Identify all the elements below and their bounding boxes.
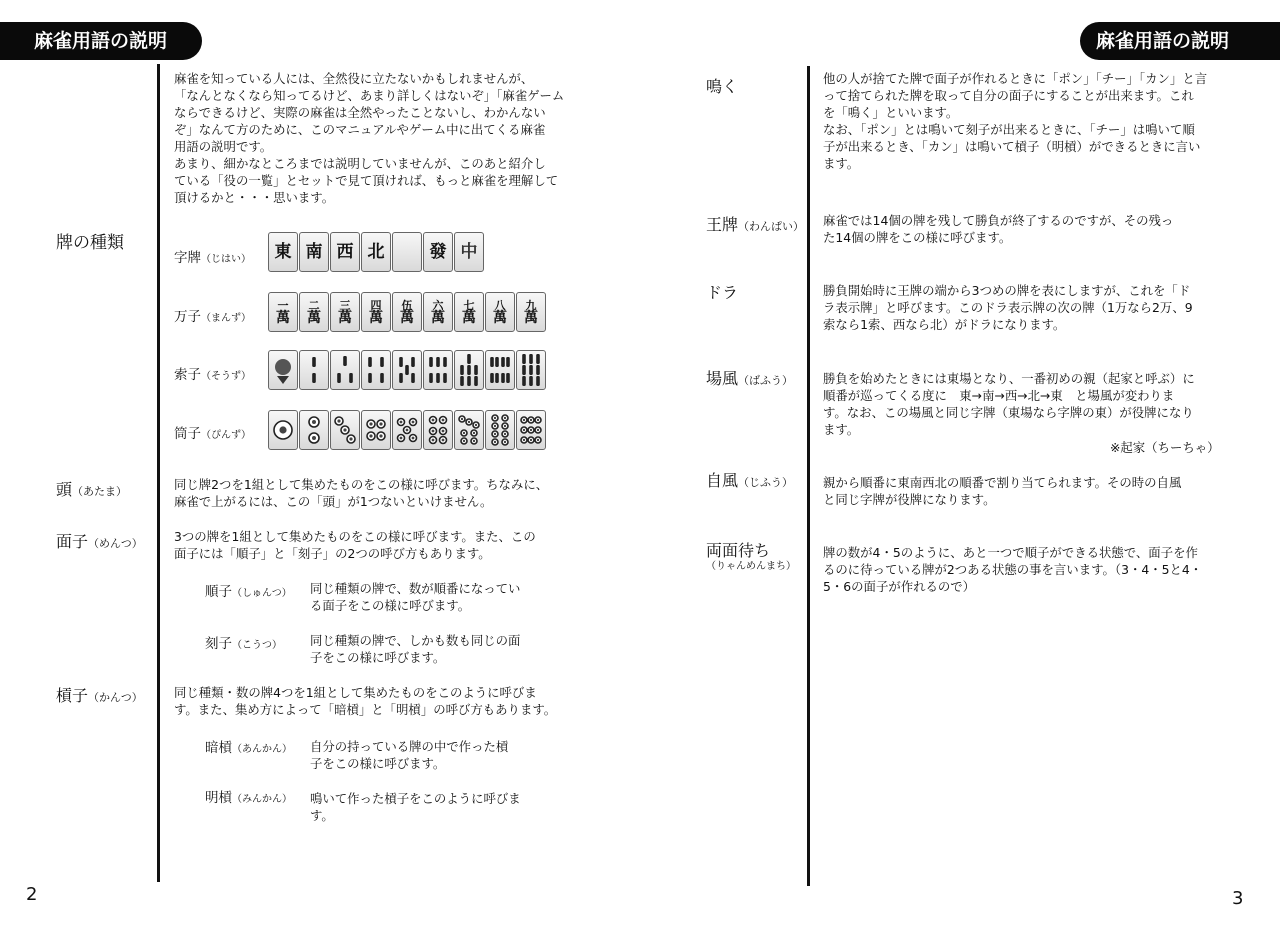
minkan-line: す。 (310, 808, 334, 823)
shuntsu-term (205, 580, 292, 600)
mentsu-term (56, 529, 143, 552)
jihai-label (174, 246, 251, 266)
intro-line: あまり、細かなところまでは説明していませんが、このあと紹介し (174, 156, 546, 171)
intro-text (174, 70, 564, 206)
souzu-tile (454, 350, 484, 390)
koutsu-name: 刻子 (205, 636, 232, 652)
mentsu-line: 3つの牌を1組として集めたものをこの様に呼びます。また、この (174, 529, 536, 544)
manzu-number: 二 (308, 298, 320, 312)
ryanmen-reading: （りゃんめんまち） (706, 561, 796, 572)
dora-line: 勝負開始時に王牌の端から3つめの牌を表にしますが、これを「ド (823, 283, 1191, 298)
jihai-tile: 西 (330, 232, 360, 272)
manzu-tile (361, 292, 391, 332)
bafuu-line: す。なお、この場風と同じ字牌（東場なら字牌の東）が役牌になり (823, 405, 1194, 420)
shuntsu-reading: （しゅんつ） (232, 588, 292, 599)
kantsu-term (56, 683, 143, 706)
kantsu-text (174, 684, 556, 718)
bafuu-line: 順番が巡ってくる度に 東→南→西→北→東 と場風が変わりま (823, 388, 1175, 403)
atama-reading: （あたま） (72, 485, 128, 498)
manzu-tile (516, 292, 546, 332)
ankan-text (310, 738, 508, 772)
pinzu-tiles (268, 410, 546, 450)
ryanmen-line: るのに待っている牌が2つある状態の事を言います。（3・4・5と4・ (823, 562, 1203, 577)
kantsu-line: 同じ種類・数の牌4つを1組として集めたものをこのように呼びま (174, 685, 537, 700)
shuntsu-text (310, 580, 520, 614)
bafuu-text (823, 370, 1195, 438)
souzu-tile (485, 350, 515, 390)
kantsu-reading: （かんつ） (88, 691, 143, 704)
intro-line: ている「役の一覧」とセットで見て頂ければ、もっと麻雀を理解して (174, 173, 559, 188)
manzu-suit: 萬 (493, 309, 507, 326)
intro-line: 「なんとなくなら知ってるけど、あまり詳しくはないぞ」「麻雀ゲーム (174, 88, 565, 103)
intro-line: ぞ」なんて方のために、このマニュアルやゲーム中に出てくる麻雀 (174, 122, 546, 137)
minkan-term (205, 786, 292, 806)
shuntsu-line: る面子をこの様に呼びます。 (310, 598, 471, 613)
naku-line: って捨てられた牌を取って自分の面子にすることが出来ます。これ (823, 88, 1194, 103)
wanpai-reading: （わんぱい） (738, 220, 805, 233)
bafuu-reading: （ばふう） (738, 374, 794, 387)
pinzu-tile (361, 410, 391, 450)
manzu-suit: 萬 (524, 309, 538, 326)
naku-name: 鳴く (706, 77, 739, 96)
manzu-number: 九 (525, 298, 537, 312)
page-number-left: 2 (26, 884, 38, 905)
manzu-suit: 萬 (400, 309, 414, 326)
souzu-label (174, 363, 251, 383)
bafuu-name: 場風 (706, 369, 739, 388)
jihai-tile: 東 (268, 232, 298, 272)
souzu-tile (299, 350, 329, 390)
kantsu-name: 槓子 (56, 686, 89, 705)
koutsu-line: 同じ種類の牌で、しかも数も同じの面 (310, 633, 521, 648)
wanpai-line: 麻雀では14個の牌を残して勝負が終了するのですが、その残っ (823, 213, 1174, 228)
intro-line: 頂けるかと・・・思います。 (174, 190, 335, 205)
manzu-suit: 萬 (276, 309, 290, 326)
manzu-name: 万子 (174, 309, 201, 325)
manzu-tile (423, 292, 453, 332)
manzu-tile (268, 292, 298, 332)
jihai-tile: 發 (423, 232, 453, 272)
jihai-reading: （じはい） (201, 254, 251, 265)
wanpai-text (823, 212, 1173, 246)
mentsu-name: 面子 (56, 532, 89, 551)
koutsu-line: 子をこの様に呼びます。 (310, 650, 446, 665)
naku-line: 他の人が捨てた牌で面子が作れるときに「ポン」「チー」「カン」と言 (823, 71, 1208, 86)
souzu-tiles (268, 350, 546, 390)
manzu-suit: 萬 (431, 309, 445, 326)
manzu-number: 伍 (401, 298, 413, 312)
mentsu-reading: （めんつ） (88, 537, 143, 550)
naku-line: 子が出来るとき、「カン」は鳴いて槓子（明槓）ができるときに言い (823, 139, 1201, 154)
wanpai-name: 王牌 (706, 215, 739, 234)
pinzu-tile (423, 410, 453, 450)
manzu-number: 一 (277, 298, 289, 312)
shuntsu-line: 同じ種類の牌で、数が順番になってい (310, 581, 521, 596)
jihai-tiles (268, 232, 484, 272)
pinzu-tile (485, 410, 515, 450)
ryanmen-line: 5・6の面子が作れるので） (823, 579, 976, 594)
souzu-tile (392, 350, 422, 390)
left-page (0, 0, 636, 929)
souzu-reading: （そうず） (201, 371, 251, 382)
minkan-name: 明槓 (205, 790, 232, 806)
pinzu-reading: （ぴんず） (201, 430, 251, 441)
dora-text (823, 282, 1193, 333)
koutsu-reading: （こうつ） (232, 640, 282, 651)
koutsu-text (310, 632, 520, 666)
kantsu-line: す。また、集め方によって「暗槓」と「明槓」の呼び方もあります。 (174, 702, 557, 717)
pinzu-tile (299, 410, 329, 450)
wanpai-line: た14個の牌をこの様に呼びます。 (823, 230, 1012, 245)
page-number-right: 3 (1232, 888, 1244, 909)
ryanmen-name: 両面待ち (706, 541, 771, 560)
bafuu-line: 勝負を始めたときには東場となり、一番初めの親（起家と呼ぶ）に (823, 371, 1195, 386)
souzu-name: 索子 (174, 367, 201, 383)
mentsu-line: 面子には「順子」と「刻子」の2つの呼び方もあります。 (174, 546, 491, 561)
ankan-name: 暗槓 (205, 740, 232, 756)
ankan-line: 自分の持っている牌の中で作った槓 (310, 739, 509, 754)
dora-line: 索なら1索、西なら北）がドラになります。 (823, 317, 1066, 332)
minkan-reading: （みんかん） (232, 794, 292, 805)
jifuu-line: と同じ字牌が役牌になります。 (823, 492, 996, 507)
atama-name: 頭 (56, 480, 73, 499)
jifuu-line: 親から順番に東南西北の順番で割り当てられます。その時の自風 (823, 475, 1182, 490)
pinzu-tile (516, 410, 546, 450)
right-header-tab: 麻雀用語の説明 (1080, 22, 1280, 60)
atama-line: 麻雀で上がるには、この「頭」が1つないといけません。 (174, 494, 493, 509)
tile-types-term: 牌の種類 (56, 233, 124, 253)
naku-term (706, 74, 738, 97)
manzu-number: 三 (339, 298, 351, 312)
manzu-number: 四 (370, 298, 382, 312)
right-page (636, 0, 1280, 929)
jifuu-term (706, 468, 793, 491)
naku-line: なお、「ポン」とは鳴いて刻子が出来るときに、「チー」は鳴いて順 (823, 122, 1195, 137)
manzu-tile (485, 292, 515, 332)
manzu-reading: （まんず） (201, 313, 251, 324)
ankan-reading: （あんかん） (232, 744, 292, 755)
souzu-tile (361, 350, 391, 390)
jihai-tile: 南 (299, 232, 329, 272)
souzu-tile (330, 350, 360, 390)
pinzu-tile (392, 410, 422, 450)
manzu-suit: 萬 (307, 309, 321, 326)
manzu-tile (299, 292, 329, 332)
pinzu-name: 筒子 (174, 426, 201, 442)
manzu-tile (454, 292, 484, 332)
dora-line: ラ表示牌」と呼びます。このドラ表示牌の次の牌（1万なら2万、9 (823, 300, 1193, 315)
jifuu-reading: （じふう） (738, 476, 794, 489)
ryanmen-line: 牌の数が4・5のように、あと一つで順子ができる状態で、面子を作 (823, 545, 1198, 560)
left-divider (157, 64, 160, 882)
manzu-suit: 萬 (338, 309, 352, 326)
right-divider (807, 66, 810, 886)
ankan-term (205, 736, 292, 756)
intro-line: ならできるけど、実際の麻雀は全然やったことないし、わかんない (174, 105, 546, 120)
souzu-tile (516, 350, 546, 390)
dora-term (706, 280, 738, 303)
dora-name: ドラ (706, 283, 739, 302)
bafuu-note: ※起家（ちーちゃ） (1110, 440, 1220, 455)
intro-line: 麻雀を知っている人には、全然役に立たないかもしれませんが、 (174, 71, 534, 86)
minkan-line: 鳴いて作った槓子をこのように呼びま (310, 791, 521, 806)
atama-line: 同じ牌2つを1組として集めたものをこの様に呼びます。ちなみに、 (174, 477, 549, 492)
pinzu-label (174, 422, 251, 442)
manzu-suit: 萬 (369, 309, 383, 326)
atama-text (174, 476, 548, 510)
wanpai-term (706, 212, 804, 235)
jihai-name: 字牌 (174, 250, 201, 266)
jihai-tile (392, 232, 422, 272)
pinzu-tile (330, 410, 360, 450)
intro-line: 用語の説明です。 (174, 139, 273, 154)
manzu-tile (330, 292, 360, 332)
pinzu-tile (454, 410, 484, 450)
jihai-tile: 中 (454, 232, 484, 272)
jifuu-text (823, 474, 1181, 508)
jifuu-name: 自風 (706, 471, 739, 490)
naku-text (823, 70, 1207, 172)
pinzu-tile (268, 410, 298, 450)
manzu-number: 八 (494, 298, 506, 312)
manzu-suit: 萬 (462, 309, 476, 326)
left-header-tab: 麻雀用語の説明 (0, 22, 202, 60)
koutsu-term (205, 632, 282, 652)
manzu-number: 六 (432, 298, 444, 312)
manzu-tiles (268, 292, 546, 332)
bafuu-term (706, 366, 793, 389)
mentsu-text (174, 528, 536, 562)
manzu-label (174, 305, 251, 325)
manzu-tile (392, 292, 422, 332)
jihai-tile: 北 (361, 232, 391, 272)
souzu-tile (423, 350, 453, 390)
naku-line: を「鳴く」といいます。 (823, 105, 959, 120)
atama-term (56, 477, 127, 500)
ryanmen-text (823, 544, 1202, 595)
shuntsu-name: 順子 (205, 584, 232, 600)
manzu-number: 七 (463, 298, 475, 312)
naku-line: ます。 (823, 156, 860, 171)
minkan-text (310, 790, 521, 824)
bafuu-line: ます。 (823, 422, 860, 437)
souzu-tile (268, 350, 298, 390)
ankan-line: 子をこの様に呼びます。 (310, 756, 446, 771)
